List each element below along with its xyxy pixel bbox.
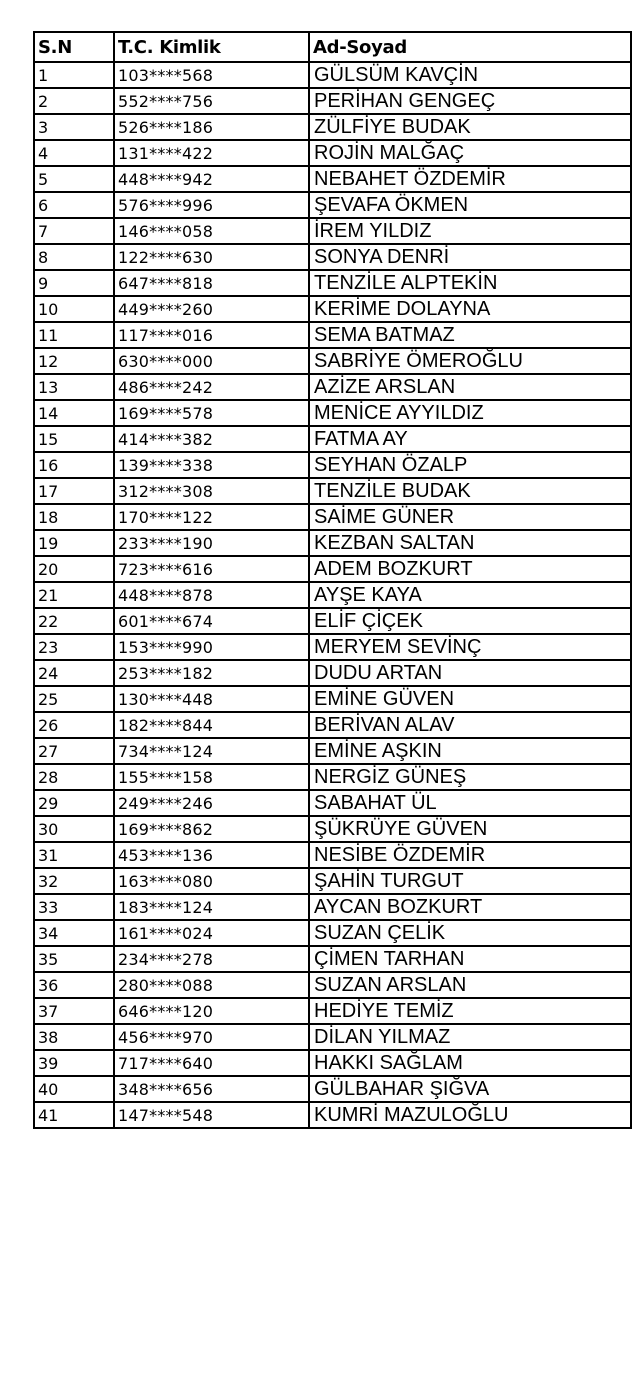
row-number: 16: [34, 452, 114, 478]
tc-kimlik-cell: 163****080: [114, 868, 309, 894]
row-number: 19: [34, 530, 114, 556]
tc-kimlik-cell: 147****548: [114, 1102, 309, 1128]
ad-soyad-cell: AYCAN BOZKURT: [309, 894, 631, 920]
ad-soyad-cell: KUMRİ MAZULOĞLU: [309, 1102, 631, 1128]
table-row: [34, 218, 631, 244]
header-tc-kimlik: T.C. Kimlik: [114, 32, 309, 62]
row-number: 33: [34, 894, 114, 920]
table-row: [34, 478, 631, 504]
ad-soyad-cell: SAİME GÜNER: [309, 504, 631, 530]
tc-kimlik-cell: 449****260: [114, 296, 309, 322]
ad-soyad-cell: AZİZE ARSLAN: [309, 374, 631, 400]
tc-kimlik-cell: 117****016: [114, 322, 309, 348]
row-number: 39: [34, 1050, 114, 1076]
ad-soyad-cell: SEYHAN ÖZALP: [309, 452, 631, 478]
ad-soyad-cell: MERYEM SEVİNÇ: [309, 634, 631, 660]
table-row: [34, 452, 631, 478]
ad-soyad-cell: KERİME DOLAYNA: [309, 296, 631, 322]
table-row: [34, 686, 631, 712]
table-row: [34, 114, 631, 140]
tc-kimlik-cell: 103****568: [114, 62, 309, 88]
table-row: [34, 348, 631, 374]
row-number: 6: [34, 192, 114, 218]
ad-soyad-cell: FATMA AY: [309, 426, 631, 452]
tc-kimlik-cell: 253****182: [114, 660, 309, 686]
row-number: 31: [34, 842, 114, 868]
tc-kimlik-cell: 169****578: [114, 400, 309, 426]
tc-kimlik-cell: 630****000: [114, 348, 309, 374]
ad-soyad-cell: AYŞE KAYA: [309, 582, 631, 608]
ad-soyad-cell: ÇİMEN TARHAN: [309, 946, 631, 972]
table-row: [34, 504, 631, 530]
tc-kimlik-cell: 414****382: [114, 426, 309, 452]
row-number: 3: [34, 114, 114, 140]
table-row: [34, 530, 631, 556]
row-number: 40: [34, 1076, 114, 1102]
ad-soyad-cell: SABRİYE ÖMEROĞLU: [309, 348, 631, 374]
ad-soyad-cell: HAKKI SAĞLAM: [309, 1050, 631, 1076]
tc-kimlik-cell: 183****124: [114, 894, 309, 920]
table-header: [34, 32, 631, 62]
row-number: 14: [34, 400, 114, 426]
table-row: [34, 660, 631, 686]
header-sn: S.N: [34, 32, 114, 62]
row-number: 11: [34, 322, 114, 348]
table-row: [34, 322, 631, 348]
tc-kimlik-cell: 647****818: [114, 270, 309, 296]
tc-kimlik-cell: 348****656: [114, 1076, 309, 1102]
tc-kimlik-cell: 131****422: [114, 140, 309, 166]
tc-kimlik-cell: 448****942: [114, 166, 309, 192]
ad-soyad-cell: KEZBAN SALTAN: [309, 530, 631, 556]
table-row: [34, 192, 631, 218]
ad-soyad-cell: ZÜLFİYE BUDAK: [309, 114, 631, 140]
row-number: 4: [34, 140, 114, 166]
table-row: [34, 556, 631, 582]
tc-kimlik-cell: 139****338: [114, 452, 309, 478]
tc-kimlik-cell: 734****124: [114, 738, 309, 764]
row-number: 12: [34, 348, 114, 374]
ad-soyad-cell: GÜLBAHAR ŞIĞVA: [309, 1076, 631, 1102]
ad-soyad-cell: NEBAHET ÖZDEMİR: [309, 166, 631, 192]
row-number: 17: [34, 478, 114, 504]
table-row: [34, 88, 631, 114]
row-number: 7: [34, 218, 114, 244]
row-number: 35: [34, 946, 114, 972]
ad-soyad-cell: SABAHAT ÜL: [309, 790, 631, 816]
row-number: 21: [34, 582, 114, 608]
tc-kimlik-cell: 153****990: [114, 634, 309, 660]
table-row: [34, 894, 631, 920]
ad-soyad-cell: DUDU ARTAN: [309, 660, 631, 686]
table-row: [34, 166, 631, 192]
table-row: [34, 738, 631, 764]
ad-soyad-cell: TENZİLE ALPTEKİN: [309, 270, 631, 296]
tc-kimlik-cell: 122****630: [114, 244, 309, 270]
row-number: 20: [34, 556, 114, 582]
table-row: [34, 400, 631, 426]
ad-soyad-cell: ŞAHİN TURGUT: [309, 868, 631, 894]
ad-soyad-cell: NESİBE ÖZDEMİR: [309, 842, 631, 868]
tc-kimlik-cell: 576****996: [114, 192, 309, 218]
table-row: [34, 868, 631, 894]
table-row: [34, 816, 631, 842]
table-row: [34, 608, 631, 634]
ad-soyad-cell: ELİF ÇİÇEK: [309, 608, 631, 634]
tc-kimlik-cell: 280****088: [114, 972, 309, 998]
table-row: [34, 1050, 631, 1076]
ad-soyad-cell: SUZAN ÇELİK: [309, 920, 631, 946]
table-row: [34, 972, 631, 998]
row-number: 22: [34, 608, 114, 634]
ad-soyad-cell: MENİCE AYYILDIZ: [309, 400, 631, 426]
tc-kimlik-cell: 130****448: [114, 686, 309, 712]
tc-kimlik-cell: 233****190: [114, 530, 309, 556]
row-number: 37: [34, 998, 114, 1024]
row-number: 8: [34, 244, 114, 270]
table-row: [34, 634, 631, 660]
tc-kimlik-cell: 526****186: [114, 114, 309, 140]
tc-kimlik-cell: 486****242: [114, 374, 309, 400]
tc-kimlik-cell: 155****158: [114, 764, 309, 790]
tc-kimlik-cell: 234****278: [114, 946, 309, 972]
ad-soyad-cell: SUZAN ARSLAN: [309, 972, 631, 998]
table-row: [34, 426, 631, 452]
row-number: 25: [34, 686, 114, 712]
table-row: [34, 140, 631, 166]
beneficiary-table: [33, 31, 632, 1129]
table-row: [34, 1024, 631, 1050]
row-number: 34: [34, 920, 114, 946]
table-row: [34, 946, 631, 972]
tc-kimlik-cell: 552****756: [114, 88, 309, 114]
tc-kimlik-cell: 717****640: [114, 1050, 309, 1076]
tc-kimlik-cell: 453****136: [114, 842, 309, 868]
row-number: 5: [34, 166, 114, 192]
tc-kimlik-cell: 646****120: [114, 998, 309, 1024]
ad-soyad-cell: NERGİZ GÜNEŞ: [309, 764, 631, 790]
table-row: [34, 920, 631, 946]
tc-kimlik-cell: 723****616: [114, 556, 309, 582]
header-ad-soyad: Ad-Soyad: [309, 32, 631, 62]
tc-kimlik-cell: 448****878: [114, 582, 309, 608]
row-number: 23: [34, 634, 114, 660]
tc-kimlik-cell: 456****970: [114, 1024, 309, 1050]
header-row: [34, 32, 631, 62]
ad-soyad-cell: SONYA DENRİ: [309, 244, 631, 270]
row-number: 2: [34, 88, 114, 114]
table-row: [34, 582, 631, 608]
ad-soyad-cell: İREM YILDIZ: [309, 218, 631, 244]
tc-kimlik-cell: 169****862: [114, 816, 309, 842]
table-row: [34, 998, 631, 1024]
tc-kimlik-cell: 249****246: [114, 790, 309, 816]
table-row: [34, 842, 631, 868]
ad-soyad-cell: TENZİLE BUDAK: [309, 478, 631, 504]
row-number: 41: [34, 1102, 114, 1128]
ad-soyad-cell: EMİNE AŞKIN: [309, 738, 631, 764]
ad-soyad-cell: ROJİN MALĞAÇ: [309, 140, 631, 166]
row-number: 18: [34, 504, 114, 530]
row-number: 10: [34, 296, 114, 322]
ad-soyad-cell: ŞEVAFA ÖKMEN: [309, 192, 631, 218]
ad-soyad-cell: ŞÜKRÜYE GÜVEN: [309, 816, 631, 842]
table-body: [34, 62, 631, 1128]
table-row: [34, 712, 631, 738]
tc-kimlik-cell: 170****122: [114, 504, 309, 530]
table-row: [34, 374, 631, 400]
ad-soyad-cell: BERİVAN ALAV: [309, 712, 631, 738]
document-sheet: [33, 31, 630, 1129]
row-number: 32: [34, 868, 114, 894]
row-number: 27: [34, 738, 114, 764]
row-number: 9: [34, 270, 114, 296]
table-row: [34, 790, 631, 816]
table-row: [34, 270, 631, 296]
row-number: 29: [34, 790, 114, 816]
row-number: 24: [34, 660, 114, 686]
row-number: 1: [34, 62, 114, 88]
tc-kimlik-cell: 161****024: [114, 920, 309, 946]
ad-soyad-cell: SEMA BATMAZ: [309, 322, 631, 348]
tc-kimlik-cell: 312****308: [114, 478, 309, 504]
row-number: 15: [34, 426, 114, 452]
ad-soyad-cell: DİLAN YILMAZ: [309, 1024, 631, 1050]
tc-kimlik-cell: 146****058: [114, 218, 309, 244]
ad-soyad-cell: HEDİYE TEMİZ: [309, 998, 631, 1024]
row-number: 36: [34, 972, 114, 998]
row-number: 38: [34, 1024, 114, 1050]
row-number: 26: [34, 712, 114, 738]
ad-soyad-cell: GÜLSÜM KAVÇİN: [309, 62, 631, 88]
table-row: [34, 764, 631, 790]
ad-soyad-cell: EMİNE GÜVEN: [309, 686, 631, 712]
ad-soyad-cell: PERİHAN GENGEÇ: [309, 88, 631, 114]
tc-kimlik-cell: 601****674: [114, 608, 309, 634]
table-row: [34, 1076, 631, 1102]
row-number: 30: [34, 816, 114, 842]
table-row: [34, 62, 631, 88]
row-number: 28: [34, 764, 114, 790]
table-row: [34, 1102, 631, 1128]
table-row: [34, 296, 631, 322]
table-row: [34, 244, 631, 270]
tc-kimlik-cell: 182****844: [114, 712, 309, 738]
ad-soyad-cell: ADEM BOZKURT: [309, 556, 631, 582]
row-number: 13: [34, 374, 114, 400]
